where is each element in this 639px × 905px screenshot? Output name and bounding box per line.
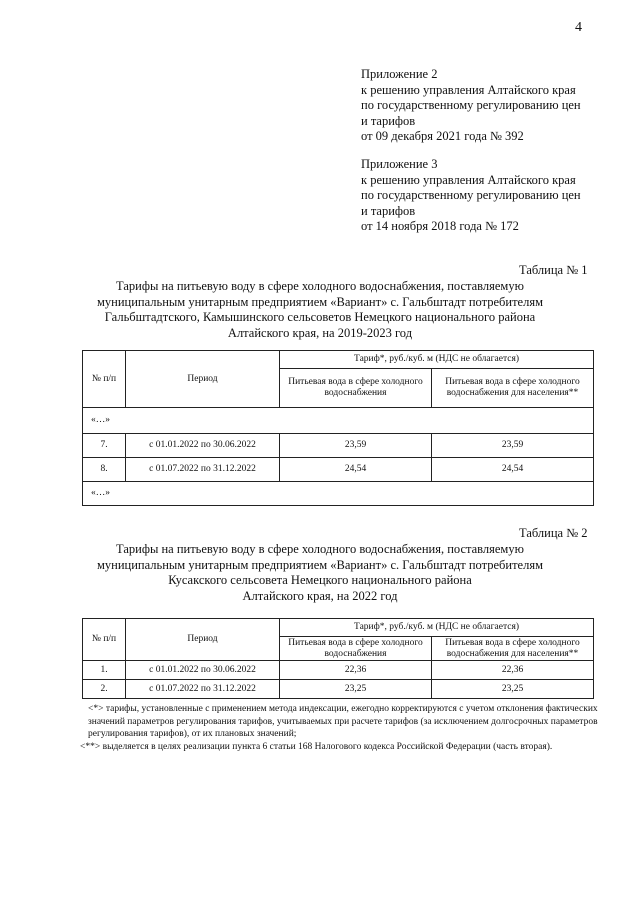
row-num: 1. (83, 661, 126, 680)
row-value-1: 23,25 (280, 680, 432, 699)
table-1-title (60, 279, 580, 341)
header-num: № п/п (83, 619, 126, 661)
appendix-2-line: по государственному регулированию цен (361, 98, 581, 113)
appendix-3-line: к решению управления Алтайского края (361, 172, 576, 187)
row-period: с 01.07.2022 по 31.12.2022 (126, 458, 280, 482)
table-2-title-line: Тарифы на питьевую воду в сфере холодного водоснабжения, поставляемую (116, 542, 524, 556)
table-2-title (60, 542, 580, 604)
table-2-title-line: Кусакского сельсовета Немецкого национального района (168, 573, 472, 588)
header-period: Период (126, 619, 280, 661)
appendix-2-line: к решению управления Алтайского края (361, 82, 576, 97)
header-num: № п/п (83, 351, 126, 408)
table-2-label: Таблица № 2 (519, 526, 588, 540)
appendix-2-line: и тарифов (361, 113, 416, 128)
table-row (83, 680, 594, 699)
footnotes (80, 703, 600, 753)
row-period: с 01.01.2022 по 30.06.2022 (126, 661, 280, 680)
table-row (83, 434, 594, 458)
row-value-2: 23,59 (432, 434, 594, 458)
footnote-1: <*> тарифы, установленные с применением метода индексации, ежегодно корректируются с учетом отклонения фактических значений параметров регулирования тарифов, учитываемых при расчете тарифов (за исключением долгосрочных параметров регулирования тарифов), от их плановых значений; (88, 704, 598, 739)
table-1-label: Таблица № 1 (519, 263, 588, 277)
header-col-drinking-water-population: Питьевая вода в сфере холодного водоснабжения для населения** (432, 637, 594, 661)
appendix-3-line: от 14 ноября 2018 года № 172 (361, 219, 519, 234)
table-2-title-line: Алтайского края, на 2022 год (242, 588, 398, 603)
row-value-1: 24,54 (280, 458, 432, 482)
row-value-1: 23,59 (280, 434, 432, 458)
header-col-drinking-water-population: Питьевая вода в сфере холодного водоснабжения для населения** (432, 369, 594, 408)
table-1-title-line: Гальбштадтского, Камышинского сельсоветов Немецкого национального района (104, 310, 536, 325)
appendix-3-line: и тарифов (361, 203, 416, 218)
table-1-title-line: Алтайского края, на 2019-2023 год (227, 325, 413, 340)
appendix-3-line: по государственному регулированию цен (361, 188, 581, 203)
tariff-table-1 (82, 350, 594, 506)
header-col-drinking-water: Питьевая вода в сфере холодного водоснабжения (280, 637, 432, 661)
footnote-2: <**> выделяется в целях реализации пункта 6 статьи 168 Налогового кодекса Российской Федерации (часть вторая). (80, 741, 553, 752)
appendix-2-header (361, 67, 623, 145)
ellipsis-row: «…» (83, 482, 594, 506)
table-1-title-line: Тарифы на питьевую воду в сфере холодного водоснабжения, поставляемую (116, 279, 524, 293)
row-period: с 01.01.2022 по 30.06.2022 (126, 434, 280, 458)
appendix-2-line: от 09 декабря 2021 года № 392 (361, 129, 524, 144)
appendix-3-line: Приложение 3 (361, 157, 438, 171)
table-row (83, 661, 594, 680)
ellipsis-row: «…» (83, 408, 594, 434)
page-number: 4 (575, 20, 582, 35)
header-tariff: Тариф*, руб./куб. м (НДС не облагается) (280, 351, 594, 369)
table-2-title-line: муниципальным унитарным предприятием «Вариант» с. Гальбштадт потребителям (97, 557, 543, 572)
row-value-2: 23,25 (432, 680, 594, 699)
appendix-2-line: Приложение 2 (361, 67, 438, 81)
row-value-2: 24,54 (432, 458, 594, 482)
header-tariff: Тариф*, руб./куб. м (НДС не облагается) (280, 619, 594, 637)
row-value-2: 22,36 (432, 661, 594, 680)
appendix-3-header (361, 157, 623, 235)
row-value-1: 22,36 (280, 661, 432, 680)
row-num: 2. (83, 680, 126, 699)
table-row (83, 458, 594, 482)
header-period: Период (126, 351, 280, 408)
tariff-table-2 (82, 618, 594, 699)
row-num: 8. (83, 458, 126, 482)
header-col-drinking-water: Питьевая вода в сфере холодного водоснабжения (280, 369, 432, 408)
row-num: 7. (83, 434, 126, 458)
table-1-title-line: муниципальным унитарным предприятием «Вариант» с. Гальбштадт потребителям (97, 294, 543, 309)
row-period: с 01.07.2022 по 31.12.2022 (126, 680, 280, 699)
